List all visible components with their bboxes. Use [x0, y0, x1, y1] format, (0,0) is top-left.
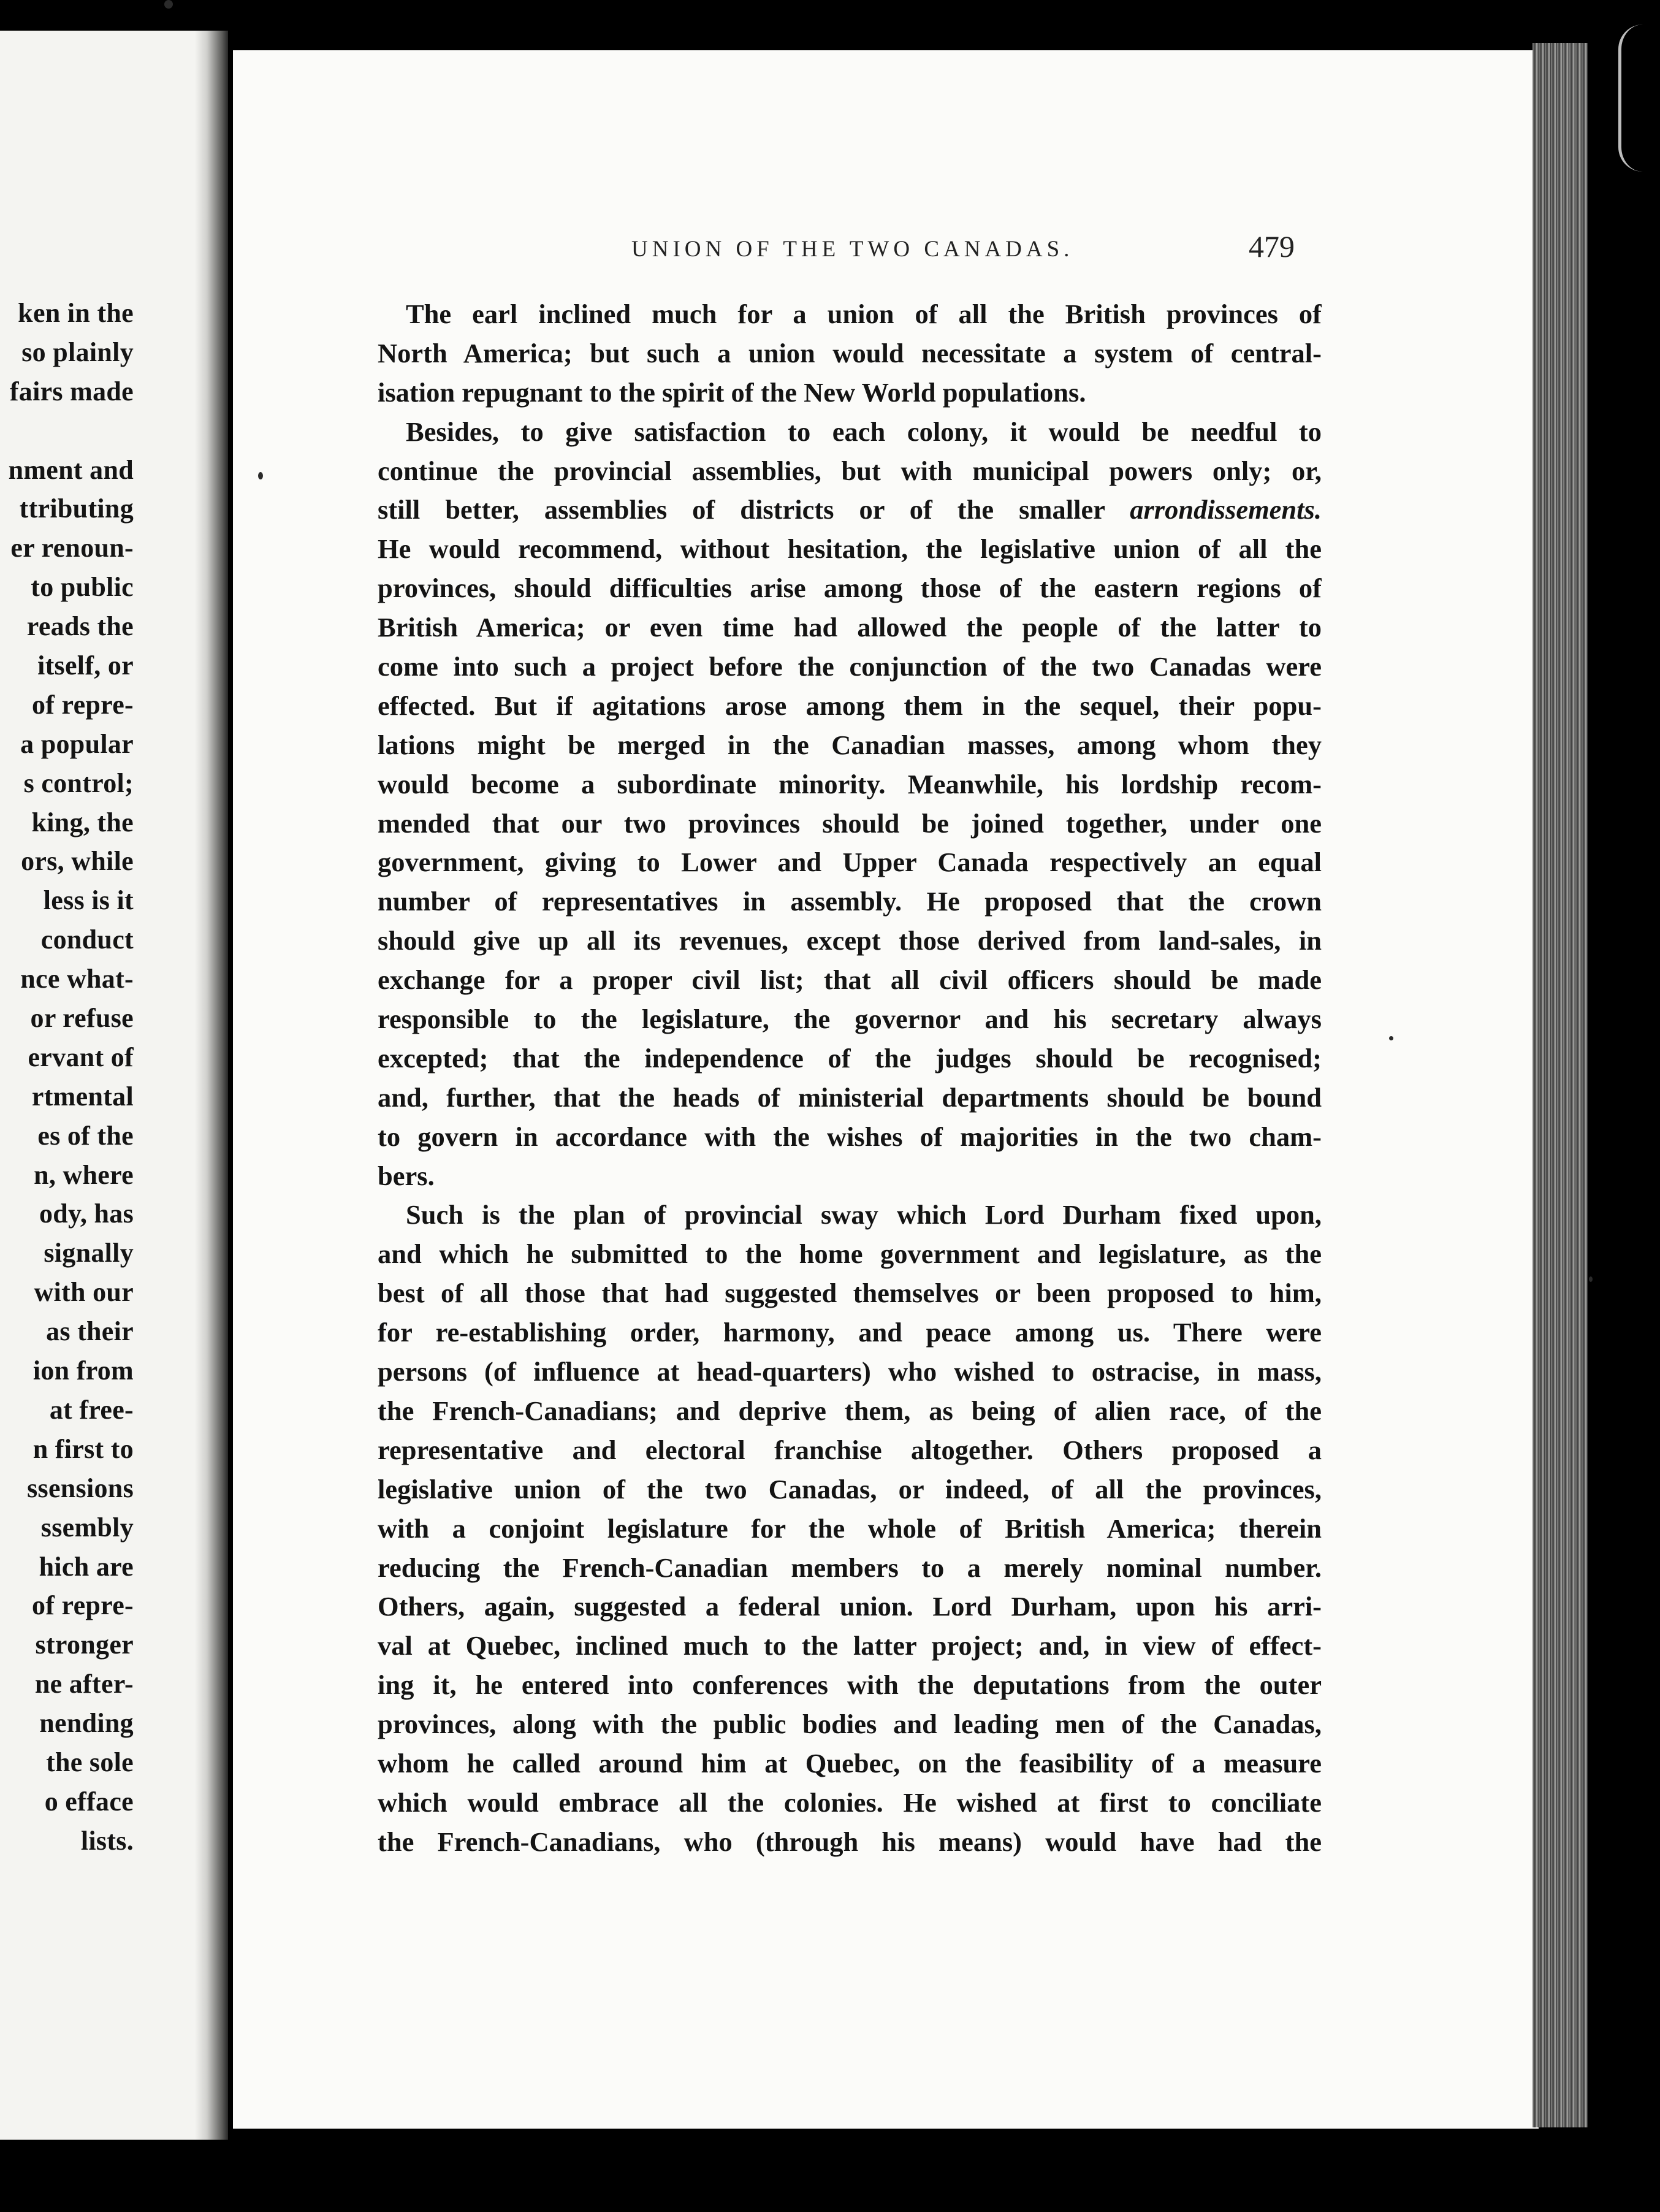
left-page-line: to public	[31, 572, 134, 603]
left-page-line: stronger	[35, 1630, 134, 1660]
text-line	[378, 1587, 1322, 1627]
book-gutter	[195, 31, 228, 2140]
text-line-content: with a conjoint legislature for the whole of British America; therein	[378, 1512, 1322, 1544]
text-line-content: which would embrace all the colonies. He wished at first to conciliate	[378, 1787, 1322, 1818]
text-line	[378, 921, 1322, 961]
text-line	[378, 804, 1322, 844]
text-line	[378, 726, 1322, 765]
left-page-line: of repre-	[31, 1590, 134, 1621]
left-page-line: nending	[39, 1708, 134, 1739]
left-page-line: king, the	[31, 807, 134, 837]
text-line	[378, 413, 1322, 452]
left-page-line: ttributing	[19, 494, 134, 524]
text-line	[378, 1118, 1322, 1157]
text-line-content: lations might be merged in the Canadian masses, among whom they	[378, 729, 1322, 760]
page-number: 479	[1249, 229, 1295, 264]
left-page-line: ody, has	[39, 1199, 134, 1229]
text-line-content: the French-Canadians, who (through his means) would have had the	[378, 1826, 1322, 1857]
text-line	[378, 882, 1322, 921]
left-page-line: reads the	[26, 611, 134, 642]
text-line	[378, 1509, 1322, 1549]
text-line	[378, 530, 1322, 569]
text-line	[378, 1549, 1322, 1588]
text-line-content: British America; or even time had allowed the people of the latter to	[378, 612, 1322, 643]
body-text	[378, 295, 1322, 1862]
scan-speck	[1389, 1036, 1393, 1040]
text-line	[378, 1274, 1322, 1313]
text-line	[378, 1196, 1322, 1235]
scan-speck	[258, 472, 263, 479]
text-line-content: best of all those that had suggested themselves or been proposed to him,	[378, 1278, 1322, 1309]
left-page-line: with our	[34, 1277, 134, 1308]
text-line-content: excepted; that the independence of the judges should be recognised;	[378, 1042, 1322, 1074]
text-line	[378, 765, 1322, 804]
left-page-line: o efface	[44, 1786, 134, 1817]
left-page-line: signally	[44, 1238, 134, 1268]
text-line-content: to govern in accordance with the wishes of majorities in the two cham-	[378, 1121, 1322, 1152]
text-line-content: provinces, along with the public bodies and leading men of the Canadas,	[378, 1709, 1322, 1740]
left-page-line: of repre-	[31, 689, 134, 720]
text-line	[378, 569, 1322, 608]
text-line-content: effected. But if agitations arose among them in the sequel, their popu-	[378, 690, 1322, 721]
italic-term: arrondissements.	[1130, 494, 1322, 525]
text-line	[378, 1744, 1322, 1783]
text-line	[378, 1470, 1322, 1509]
text-line	[378, 1235, 1322, 1274]
left-page-line: es of the	[37, 1120, 134, 1151]
left-page-line: at free-	[49, 1394, 134, 1425]
text-line	[378, 1078, 1322, 1118]
left-page-line: ssembly	[40, 1512, 134, 1543]
text-line	[378, 1313, 1322, 1352]
left-page-line: n first to	[32, 1433, 134, 1464]
text-line-content: North America; but such a union would necessitate a system of central-	[378, 337, 1322, 368]
text-line	[378, 1039, 1322, 1078]
left-page-line: or refuse	[30, 1003, 134, 1034]
left-page-line: as their	[46, 1316, 134, 1347]
text-line-content: val at Quebec, inclined much to the latter project; and, in view of effect-	[378, 1630, 1322, 1661]
text-line-content: bers.	[378, 1160, 435, 1191]
left-page-line: ssensions	[27, 1473, 134, 1503]
text-line	[378, 1352, 1322, 1392]
text-line-content: isation repugnant to the spirit of the New World populations.	[378, 376, 1086, 408]
left-page-line: itself, or	[37, 650, 134, 681]
left-page-line: ne after-	[34, 1669, 134, 1699]
page-curl-artifact	[1618, 25, 1660, 172]
text-line	[378, 961, 1322, 1000]
scan-speck	[164, 0, 173, 9]
text-line-content: the French-Canadians; and deprive them, as being of alien race, of the	[378, 1395, 1322, 1426]
text-line-content: government, giving to Lower and Upper Canada respectively an equal	[378, 847, 1322, 878]
text-line-content: and, further, that the heads of ministerial departments should be bound	[378, 1081, 1322, 1113]
text-line	[378, 452, 1322, 491]
text-line-content: legislative union of the two Canadas, or indeed, of all the provinces,	[378, 1473, 1322, 1505]
left-page-line: ken in the	[18, 298, 134, 328]
text-line	[378, 1000, 1322, 1039]
text-line-content: provinces, should difficulties arise among those of the eastern regions of	[378, 573, 1322, 604]
text-line	[378, 1627, 1322, 1666]
text-line-content: exchange for a proper civil list; that all civil officers should be made	[378, 964, 1322, 996]
left-page-line: nce what-	[20, 964, 134, 994]
text-line-content: Others, again, suggested a federal union. Lord Durham, upon his arri-	[378, 1591, 1322, 1622]
text-line-content: The earl inclined much for a union of all the British provinces of	[406, 299, 1322, 329]
text-line-content: would become a subordinate minority. Meanwhile, his lordship recom-	[378, 768, 1322, 799]
left-page-line: rtmental	[31, 1081, 134, 1112]
left-page-line: s control;	[23, 768, 134, 798]
text-line-content: whom he called around him at Quebec, on the feasibility of a measure	[378, 1747, 1322, 1779]
left-page-line: less is it	[43, 885, 134, 916]
text-line-content: reducing the French-Canadian members to a merely nominal number.	[378, 1552, 1322, 1583]
left-page-line: ervant of	[28, 1042, 134, 1072]
text-line	[378, 687, 1322, 726]
text-line	[378, 1823, 1322, 1862]
left-page-line	[0, 411, 134, 451]
left-page-line: nment and	[8, 454, 134, 485]
text-line	[378, 334, 1322, 373]
text-line-content: ing it, he entered into conferences with the deputations from the outer	[378, 1669, 1322, 1701]
text-line	[378, 1157, 1322, 1196]
text-line	[378, 1783, 1322, 1823]
left-page-line: a popular	[20, 728, 134, 759]
text-line-content: and which he submitted to the home government and legislature, as the	[378, 1238, 1322, 1270]
text-line-content: still better, assemblies of districts or of the smaller	[378, 494, 1130, 525]
left-page-fragment	[0, 31, 228, 2140]
page-edges	[1532, 43, 1588, 2127]
text-line-content: come into such a project before the conjunction of the two Canadas were	[378, 651, 1322, 682]
left-page-line: ors, while	[21, 846, 134, 877]
text-line-content: Such is the plan of provincial sway which Lord Durham fixed upon,	[406, 1199, 1322, 1230]
text-line	[378, 608, 1322, 647]
text-line-content: mended that our two provinces should be joined together, under one	[378, 807, 1322, 839]
text-line-content: number of representatives in assembly. He proposed that the crown	[378, 886, 1322, 917]
text-line-content: continue the provincial assemblies, but with municipal powers only; or,	[378, 455, 1322, 486]
text-line-content: persons (of influence at head-quarters) who wished to ostracise, in mass,	[378, 1356, 1322, 1387]
text-line-content: should give up all its revenues, except those derived from land-sales, in	[378, 925, 1322, 956]
text-line-content: representative and electoral franchise altogether. Others proposed a	[378, 1434, 1322, 1465]
text-line	[378, 1392, 1322, 1431]
running-header: UNION OF THE TWO CANADAS.	[631, 237, 1074, 262]
text-line-content: He would recommend, without hesitation, the legislative union of all the	[378, 533, 1322, 565]
text-line	[378, 1666, 1322, 1705]
text-line	[378, 1705, 1322, 1744]
text-line	[378, 295, 1322, 334]
left-page-line: the sole	[46, 1747, 134, 1777]
text-line	[378, 490, 1322, 530]
left-page-line: lists.	[80, 1825, 134, 1856]
text-line	[378, 843, 1322, 882]
text-line	[378, 1431, 1322, 1470]
scan-speck	[1589, 1276, 1593, 1282]
left-page-line: conduct	[40, 925, 134, 955]
left-page-text	[0, 294, 134, 1861]
left-page-line: ion from	[32, 1356, 134, 1386]
left-page-line: er renoun-	[10, 533, 134, 563]
text-line-content: Besides, to give satisfaction to each colony, it would be needful to	[406, 416, 1322, 447]
text-line-content: responsible to the legislature, the governor and his secretary always	[378, 1004, 1322, 1035]
left-page-line: fairs made	[9, 376, 134, 406]
text-line	[378, 373, 1322, 413]
text-line-content: for re-establishing order, harmony, and peace among us. There were	[378, 1317, 1322, 1348]
left-page-line: so plainly	[21, 337, 134, 367]
left-page-line: n, where	[34, 1159, 134, 1190]
text-line	[378, 647, 1322, 687]
left-page-line: hich are	[39, 1551, 134, 1582]
